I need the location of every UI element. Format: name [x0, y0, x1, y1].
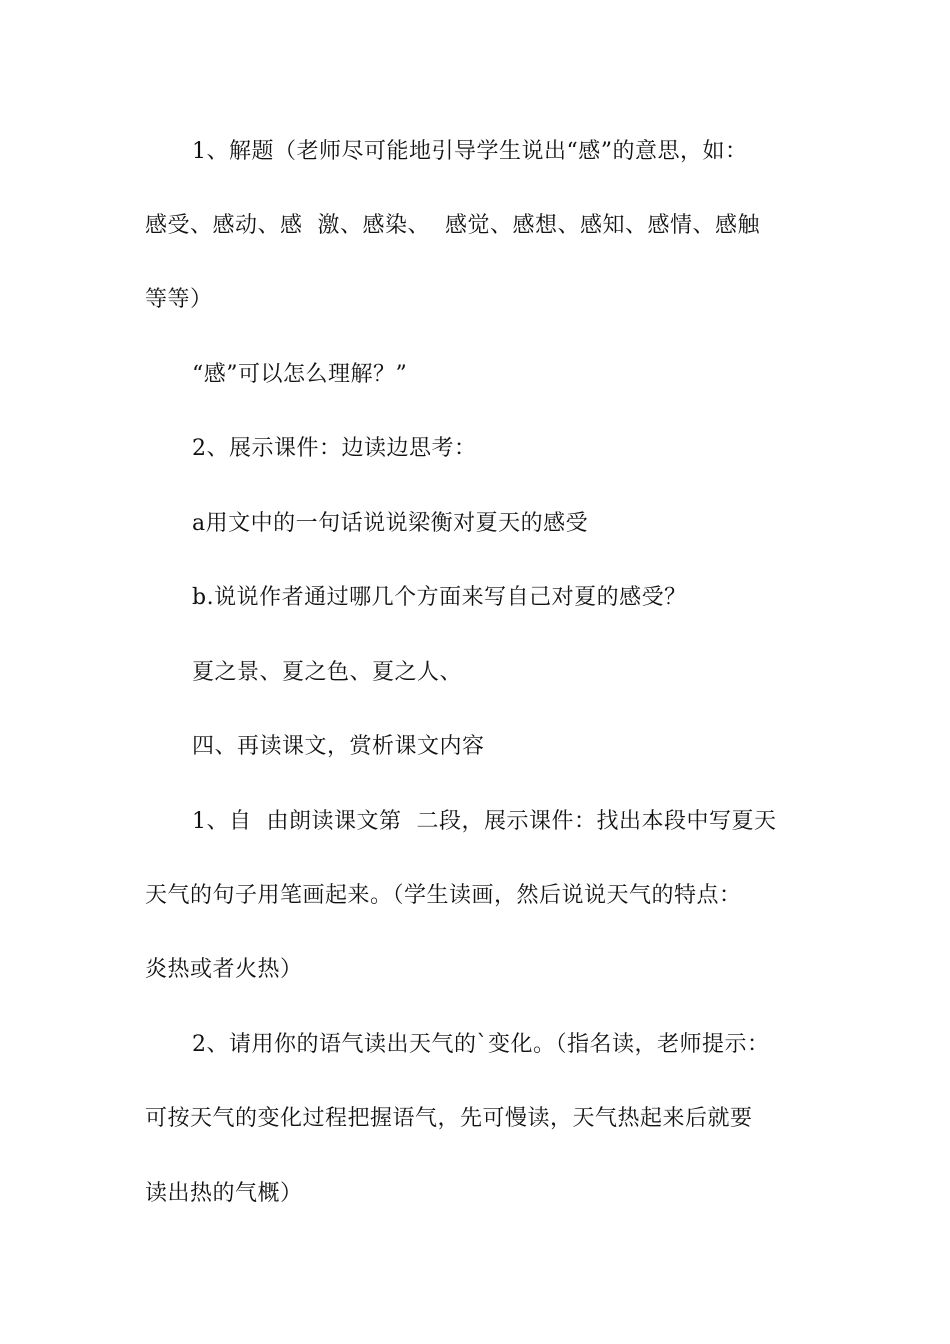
paragraph-line: b.说说作者通过哪几个方面来写自己对夏的感受？ [192, 585, 687, 610]
paragraph-line: 可按天气的变化过程把握语气，先可慢读，天气热起来后就要 [145, 1106, 753, 1131]
paragraph-line: 夏之景、夏之色、夏之人、 [192, 660, 463, 685]
paragraph-line: 等等） [145, 287, 213, 312]
paragraph-line: 2、请用你的语气读出天气的`变化。（指名读，老师提示： [192, 1032, 770, 1057]
paragraph-line: 1、解题（老师尽可能地引导学生说出“感”的意思，如： [192, 139, 748, 164]
paragraph-line: 1、自 由朗读课文第 二段，展示课件：找出本段中写夏天 [192, 809, 777, 834]
paragraph-line: 炎热或者火热） [145, 957, 303, 982]
paragraph-line: 2、展示课件：边读边思考： [192, 436, 477, 461]
paragraph-line: 读出热的气概） [145, 1181, 303, 1206]
paragraph-line: a用文中的一句话说说梁衡对夏天的感受 [192, 511, 589, 536]
paragraph-line: 感受、感动、感 激、感染、 感觉、感想、感知、感情、感触 [145, 213, 760, 238]
paragraph-line: 天气的句子用笔画起来。（学生读画，然后说说天气的特点： [145, 883, 742, 908]
section-heading: 四、再读课文，赏析课文内容 [192, 734, 485, 759]
paragraph-line: “感”可以怎么理解？” [192, 362, 408, 387]
